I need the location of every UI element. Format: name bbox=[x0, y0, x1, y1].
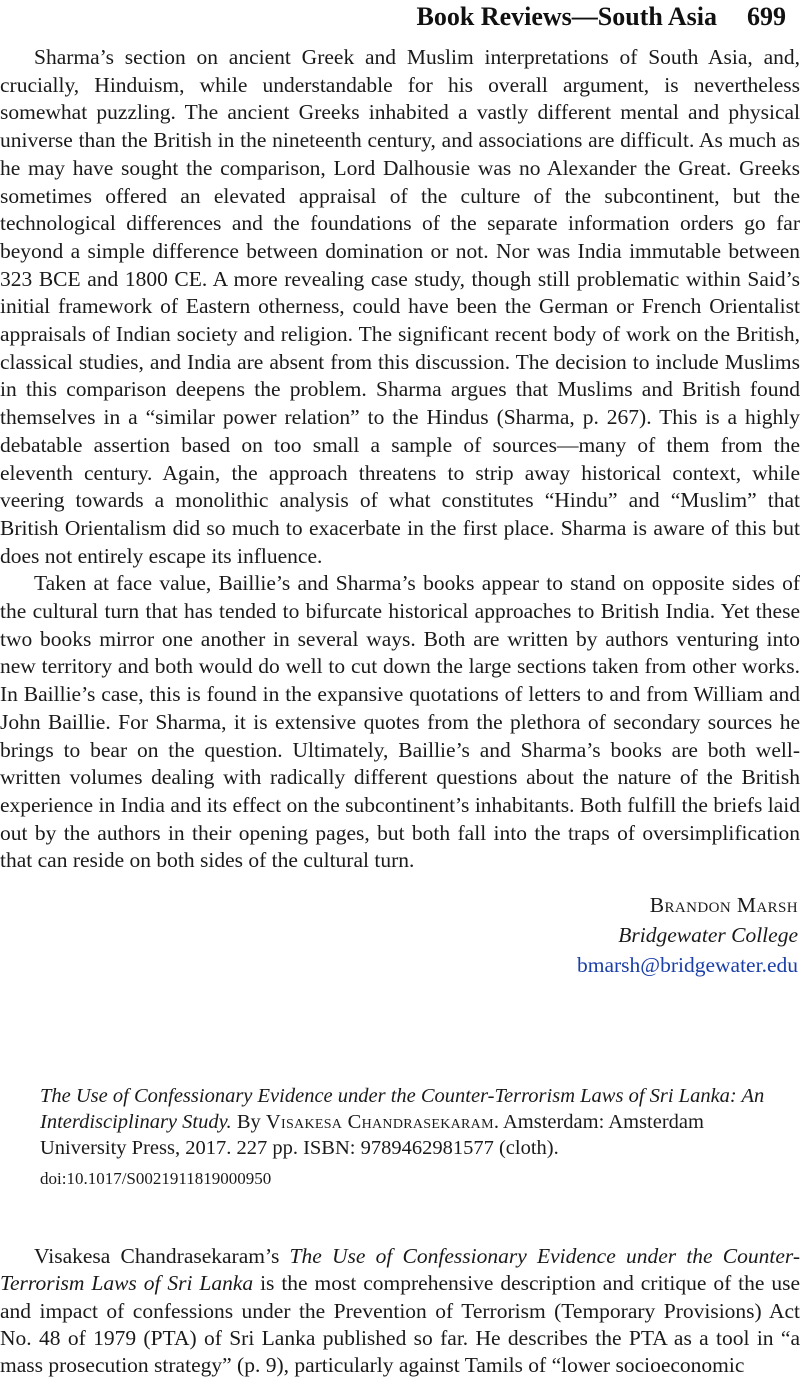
book-citation bbox=[40, 1083, 772, 1161]
by-label: By bbox=[236, 1111, 261, 1133]
journal-section-title: Book Reviews—South Asia bbox=[416, 2, 717, 31]
reviewer-signature bbox=[577, 890, 798, 980]
paragraph: Sharma’s section on ancient Greek and Muslim interpretations of South Asia, and, crucially, Hinduism, while understandable for his overall argument, is nevertheless somewhat puzzling. The ancient Greeks inhabited a vastly different mental and physical universe than the British in the nineteenth century, and associations are difficult. As much as he may have sought the comparison, Lord Dalhousie was no Alexander the Great. Greeks sometimes offered an elevated appraisal of the culture of the subcontinent, but the technological differences and the foundations of the separate information orders go far beyond a simple difference between domination or not. Nor was India immutable between 323 BCE and 1800 CE. A more revealing case study, though still problematic within Said’s initial framework of Eastern otherness, could have been the German or French Orientalist appraisals of Indian society and religion. The significant recent body of work on the British, classical studies, and India are absent from this discussion. The decision to include Muslims in this comparison deepens the problem. Sharma argues that Muslims and British found themselves in a “similar power relation” to the Hindus (Sharma, p. 267). This is a highly debatable assertion based on too small a sample of sources—many of them from the eleventh century. Again, the approach threatens to strip away historical context, while veering towards a monolithic analysis of what constitutes “Hindu” and “Muslim” that British Orientalism did so much to exacerbate in the first place. Sharma is aware of this but does not entirely escape its influence. bbox=[0, 45, 800, 568]
publication-details: . Amsterdam: Amsterdam University Press, 2017. 227 pp. ISBN: 9789462981577 (cloth). bbox=[40, 1111, 704, 1159]
reviewer-email-link[interactable]: bmarsh@bridgewater.edu bbox=[577, 953, 798, 977]
paragraph bbox=[0, 1243, 800, 1379]
opening-lead: Visakesa Chandrasekaram’s bbox=[34, 1244, 280, 1268]
reviewer-name: Brandon Marsh bbox=[649, 893, 798, 917]
opening-book-title: The Use of Confessionary Evidence under the Counter-Terrorism Laws of Sri Lanka bbox=[0, 1244, 800, 1296]
book-author: Visakesa Chandrasekaram bbox=[265, 1111, 494, 1133]
paragraph: Taken at face value, Baillie’s and Sharma’s books appear to stand on opposite sides of the cultural turn that has tended to bifurcate historical approaches to British India. Yet these two books mirror one another in several ways. Both are written by authors venturing into new territory and both would do well to cut down the large sections taken from other works. In Baillie’s case, this is found in the expansive quotations of letters to and from William and John Baillie. For Sharma, it is extensive quotes from the plethora of secondary sources he brings to bear on the question. Ultimately, Baillie’s and Sharma’s books are both well-written volumes dealing with radically different questions about the nature of the British experience in India and its effect on the subcontinent’s inhabitants. Both fulfill the briefs laid out by the authors in their opening pages, but both fall into the traps of oversimplification that can reside on both sides of the cultural turn. bbox=[0, 571, 800, 873]
opening-text: is the most comprehensive description and critique of the use and impact of confessions under the Prevention of Terrorism (Temporary Provisions) Act No. 48 of 1979 (PTA) of Sri Lanka published so far. He describes the PTA as a tool in “a mass prosecution strategy” (p. 9), particularly against Tamils of “lower socioeconomic bbox=[0, 1271, 800, 1378]
book-title: The Use of Confessionary Evidence under the Counter-Terrorism Laws of Sri Lanka: An Interdisciplinary Study. bbox=[40, 1085, 765, 1133]
next-review-body bbox=[0, 1243, 800, 1379]
page-number: 699 bbox=[747, 2, 786, 31]
doi-link[interactable]: doi:10.1017/S0021911819000950 bbox=[40, 1169, 272, 1188]
running-head bbox=[417, 0, 787, 34]
review-body-text bbox=[0, 44, 800, 875]
reviewer-institution: Bridgewater College bbox=[618, 923, 798, 947]
